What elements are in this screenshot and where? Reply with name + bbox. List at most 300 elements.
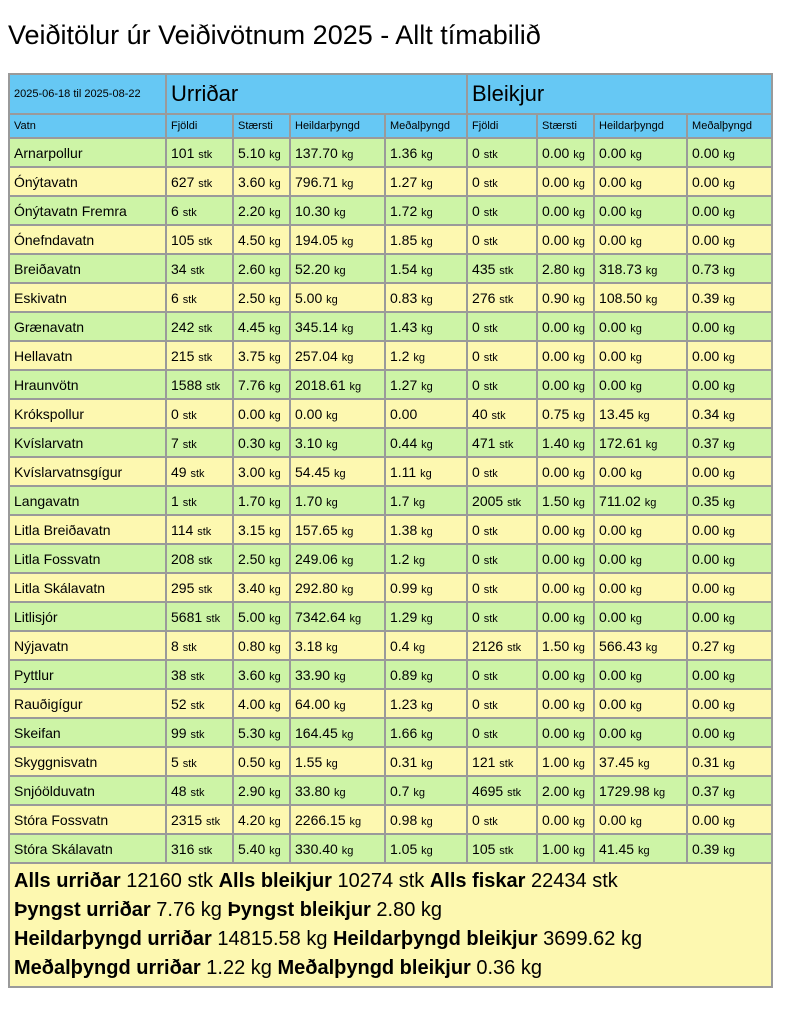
cell-value: 0 bbox=[472, 347, 480, 364]
cell-unit: kg bbox=[341, 235, 354, 248]
cell-value: 0.34 bbox=[692, 405, 720, 422]
heild-urridar-value: 14815.58 bbox=[217, 928, 301, 950]
cell-b-medal bbox=[687, 196, 772, 225]
cell-value: 1.72 bbox=[390, 202, 418, 219]
cell-unit: stk bbox=[190, 670, 205, 683]
cell-unit: kg bbox=[723, 235, 735, 248]
cell-value: 0.00 bbox=[692, 550, 720, 567]
cell-unit: kg bbox=[573, 728, 585, 741]
cell-value: 0.00 bbox=[542, 376, 570, 393]
cell-b-heild bbox=[594, 312, 687, 341]
cell-unit: kg bbox=[573, 815, 585, 828]
cell-value: 54.45 bbox=[295, 463, 331, 480]
cell-value: 0 bbox=[472, 811, 480, 828]
cell-unit: kg bbox=[723, 177, 735, 190]
cell-b-staersti bbox=[537, 370, 594, 399]
table-row bbox=[9, 544, 772, 573]
cell-value: Kvíslarvatn bbox=[14, 434, 84, 451]
table-row bbox=[9, 138, 772, 167]
table-row bbox=[9, 718, 772, 747]
cell-vatn bbox=[9, 167, 166, 196]
cell-value: 3.15 bbox=[238, 521, 266, 538]
cell-b-staersti bbox=[537, 196, 594, 225]
cell-b-medal bbox=[687, 312, 772, 341]
cell-value: 3.00 bbox=[238, 463, 266, 480]
cell-value: Kvíslarvatnsgígur bbox=[14, 463, 123, 480]
heild-bleikjur-value: 3699.62 bbox=[543, 928, 616, 950]
unit-kg: kg bbox=[306, 928, 328, 950]
col-b-fjoldi: Fjöldi bbox=[467, 114, 537, 138]
cell-unit: kg bbox=[269, 728, 281, 741]
cell-u-medal bbox=[385, 341, 467, 370]
cell-value: 0.00 bbox=[599, 579, 627, 596]
cell-u-medal bbox=[385, 457, 467, 486]
cell-value: Eskivatn bbox=[14, 289, 67, 306]
cell-unit: kg bbox=[723, 757, 735, 770]
cell-value: 0.00 bbox=[692, 202, 720, 219]
cell-value: 5.40 bbox=[238, 840, 266, 857]
cell-unit: stk bbox=[499, 757, 514, 770]
cell-b-fjoldi bbox=[467, 573, 537, 602]
cell-value: 38 bbox=[171, 666, 187, 683]
cell-b-heild bbox=[594, 834, 687, 863]
cell-unit: stk bbox=[483, 380, 498, 393]
alls-urridar-label: Alls urriðar bbox=[14, 870, 121, 892]
table-row bbox=[9, 428, 772, 457]
cell-b-heild bbox=[594, 515, 687, 544]
cell-unit: kg bbox=[269, 177, 281, 190]
unit-kg: kg bbox=[620, 928, 643, 950]
cell-u-heild bbox=[290, 660, 385, 689]
cell-unit: kg bbox=[269, 235, 281, 248]
cell-unit: stk bbox=[483, 554, 498, 567]
cell-b-fjoldi bbox=[467, 225, 537, 254]
cell-u-staersti bbox=[233, 370, 290, 399]
cell-unit: kg bbox=[269, 525, 281, 538]
cell-unit: kg bbox=[326, 438, 338, 451]
cell-unit: kg bbox=[349, 612, 362, 625]
cell-value: 1.54 bbox=[390, 260, 418, 277]
cell-b-staersti bbox=[537, 167, 594, 196]
cell-unit: kg bbox=[341, 322, 354, 335]
cell-unit: kg bbox=[573, 351, 585, 364]
cell-value: 249.06 bbox=[295, 550, 338, 567]
cell-vatn bbox=[9, 747, 166, 776]
cell-unit: kg bbox=[421, 264, 433, 277]
group-bleikjur: Bleikjur bbox=[467, 74, 772, 114]
cell-unit: kg bbox=[723, 554, 735, 567]
cell-unit: kg bbox=[723, 670, 735, 683]
summary-line-average-weight bbox=[14, 954, 771, 983]
cell-value: 5.00 bbox=[238, 608, 266, 625]
cell-unit: kg bbox=[421, 235, 433, 248]
table-row bbox=[9, 660, 772, 689]
cell-b-heild bbox=[594, 776, 687, 805]
cell-u-fjoldi bbox=[166, 631, 233, 660]
cell-value: 0 bbox=[472, 724, 480, 741]
cell-unit: kg bbox=[421, 293, 433, 306]
cell-value: 0 bbox=[472, 666, 480, 683]
cell-unit: stk bbox=[483, 322, 498, 335]
cell-value: 0.31 bbox=[390, 753, 418, 770]
cell-b-staersti bbox=[537, 689, 594, 718]
cell-b-staersti bbox=[537, 428, 594, 457]
cell-value: 796.71 bbox=[295, 173, 338, 190]
cell-b-heild bbox=[594, 718, 687, 747]
cell-value: 0.39 bbox=[692, 840, 720, 857]
cell-u-heild bbox=[290, 689, 385, 718]
cell-u-heild bbox=[290, 312, 385, 341]
cell-unit: kg bbox=[630, 235, 642, 248]
cell-unit: stk bbox=[198, 844, 213, 857]
cell-u-heild bbox=[290, 196, 385, 225]
cell-unit: kg bbox=[573, 844, 585, 857]
cell-value: 0.7 bbox=[390, 782, 410, 799]
cell-unit: kg bbox=[269, 351, 281, 364]
cell-unit: kg bbox=[637, 409, 650, 422]
cell-u-fjoldi bbox=[166, 457, 233, 486]
cell-u-fjoldi bbox=[166, 573, 233, 602]
cell-b-fjoldi bbox=[467, 283, 537, 312]
medal-bleikjur-label: Meðalþyngd bleikjur bbox=[277, 957, 471, 979]
cell-unit: kg bbox=[269, 467, 281, 480]
cell-u-medal bbox=[385, 399, 467, 428]
cell-value: 1.2 bbox=[390, 347, 410, 364]
cell-value: 0.35 bbox=[692, 492, 720, 509]
cell-unit: stk bbox=[182, 496, 197, 509]
cell-unit: stk bbox=[483, 351, 498, 364]
cell-value: 3.60 bbox=[238, 173, 266, 190]
cell-u-fjoldi bbox=[166, 805, 233, 834]
cell-unit: stk bbox=[182, 293, 197, 306]
cell-unit: kg bbox=[413, 786, 425, 799]
cell-u-staersti bbox=[233, 428, 290, 457]
cell-unit: kg bbox=[326, 293, 338, 306]
cell-vatn bbox=[9, 544, 166, 573]
col-u-medalthyngd: Meðalþyngd bbox=[385, 114, 467, 138]
cell-unit: kg bbox=[413, 496, 425, 509]
cell-value: 2.20 bbox=[238, 202, 266, 219]
cell-unit: kg bbox=[573, 641, 585, 654]
cell-b-staersti bbox=[537, 660, 594, 689]
cell-value: 0.00 bbox=[599, 347, 627, 364]
cell-b-fjoldi bbox=[467, 254, 537, 283]
cell-value: 1.7 bbox=[390, 492, 410, 509]
cell-value: 0.00 bbox=[295, 405, 323, 422]
cell-unit: kg bbox=[269, 322, 281, 335]
cell-u-medal bbox=[385, 834, 467, 863]
cell-u-medal bbox=[385, 718, 467, 747]
cell-value: 6 bbox=[171, 289, 179, 306]
cell-value: 0.31 bbox=[692, 753, 720, 770]
cell-unit: kg bbox=[573, 496, 585, 509]
cell-value: 0.00 bbox=[692, 666, 720, 683]
cell-vatn bbox=[9, 138, 166, 167]
cell-u-medal bbox=[385, 631, 467, 660]
cell-b-heild bbox=[594, 283, 687, 312]
cell-value: 257.04 bbox=[295, 347, 338, 364]
cell-value: Litla Skálavatn bbox=[14, 579, 106, 596]
cell-u-fjoldi bbox=[166, 341, 233, 370]
cell-value: 1.11 bbox=[390, 463, 417, 480]
cell-unit: kg bbox=[421, 670, 433, 683]
cell-vatn bbox=[9, 602, 166, 631]
cell-unit: stk bbox=[182, 438, 197, 451]
cell-value: 0.75 bbox=[542, 405, 570, 422]
cell-value: 1.00 bbox=[542, 840, 570, 857]
cell-u-fjoldi bbox=[166, 196, 233, 225]
cell-value: 4.20 bbox=[238, 811, 266, 828]
cell-value: 627 bbox=[171, 173, 195, 190]
cell-value: 0.00 bbox=[692, 318, 720, 335]
cell-unit: kg bbox=[723, 496, 735, 509]
cell-unit: kg bbox=[333, 206, 346, 219]
table-row bbox=[9, 515, 772, 544]
cell-value: 0.00 bbox=[692, 376, 720, 393]
cell-unit: stk bbox=[483, 699, 498, 712]
cell-unit: kg bbox=[573, 583, 585, 596]
cell-value: 37.45 bbox=[599, 753, 635, 770]
cell-value: 48 bbox=[171, 782, 187, 799]
cell-b-medal bbox=[687, 515, 772, 544]
cell-u-fjoldi bbox=[166, 225, 233, 254]
cell-b-staersti bbox=[537, 602, 594, 631]
cell-value: 2126 bbox=[472, 637, 504, 654]
cell-unit: stk bbox=[182, 409, 197, 422]
cell-unit: kg bbox=[630, 815, 642, 828]
cell-value: 2018.61 bbox=[295, 376, 346, 393]
cell-unit: stk bbox=[198, 177, 213, 190]
unit-kg: kg bbox=[200, 899, 222, 921]
cell-u-staersti bbox=[233, 544, 290, 573]
cell-unit: kg bbox=[269, 264, 281, 277]
cell-u-medal bbox=[385, 515, 467, 544]
cell-u-fjoldi bbox=[166, 834, 233, 863]
cell-value: 7.76 bbox=[238, 376, 266, 393]
cell-unit: stk bbox=[483, 148, 498, 161]
cell-unit: kg bbox=[723, 583, 735, 596]
col-vatn: Vatn bbox=[9, 114, 166, 138]
cell-value: 276 bbox=[472, 289, 496, 306]
cell-value: 2266.15 bbox=[295, 811, 346, 828]
cell-u-staersti bbox=[233, 689, 290, 718]
cell-b-medal bbox=[687, 254, 772, 283]
cell-u-medal bbox=[385, 428, 467, 457]
date-range: 2025-06-18 til 2025-08-22 bbox=[9, 74, 166, 114]
cell-u-heild bbox=[290, 776, 385, 805]
cell-value: 1.50 bbox=[542, 492, 570, 509]
cell-value: 0.73 bbox=[692, 260, 720, 277]
cell-value: Langavatn bbox=[14, 492, 80, 509]
cell-unit: kg bbox=[573, 757, 585, 770]
cell-u-fjoldi bbox=[166, 312, 233, 341]
cell-u-heild bbox=[290, 370, 385, 399]
cell-value: 1.29 bbox=[390, 608, 418, 625]
cell-b-heild bbox=[594, 573, 687, 602]
cell-unit: kg bbox=[573, 206, 585, 219]
cell-value: 0.30 bbox=[238, 434, 266, 451]
cell-unit: kg bbox=[269, 554, 281, 567]
cell-unit: kg bbox=[421, 583, 433, 596]
table-row bbox=[9, 196, 772, 225]
cell-unit: kg bbox=[333, 264, 346, 277]
cell-value: 208 bbox=[171, 550, 195, 567]
cell-u-fjoldi bbox=[166, 718, 233, 747]
cell-unit: kg bbox=[645, 293, 658, 306]
cell-value: 0.4 bbox=[390, 637, 410, 654]
group-header-row bbox=[9, 74, 772, 114]
cell-vatn bbox=[9, 457, 166, 486]
cell-unit: kg bbox=[637, 757, 650, 770]
cell-unit: stk bbox=[206, 380, 221, 393]
cell-b-staersti bbox=[537, 254, 594, 283]
cell-unit: stk bbox=[198, 583, 213, 596]
cell-unit: kg bbox=[630, 728, 642, 741]
cell-value: 40 bbox=[472, 405, 488, 422]
cell-unit: stk bbox=[483, 815, 498, 828]
cell-u-medal bbox=[385, 312, 467, 341]
cell-value: 3.18 bbox=[295, 637, 323, 654]
cell-value: 0.83 bbox=[390, 289, 418, 306]
cell-u-fjoldi bbox=[166, 689, 233, 718]
cell-b-medal bbox=[687, 544, 772, 573]
cell-unit: stk bbox=[190, 699, 205, 712]
cell-value: 3.75 bbox=[238, 347, 266, 364]
cell-b-fjoldi bbox=[467, 399, 537, 428]
cell-unit: kg bbox=[421, 438, 433, 451]
heild-urridar-label: Heildarþyngd urriðar bbox=[14, 928, 212, 950]
cell-value: 0.00 bbox=[692, 231, 720, 248]
cell-vatn bbox=[9, 399, 166, 428]
cell-b-medal bbox=[687, 776, 772, 805]
cell-unit: kg bbox=[573, 467, 585, 480]
cell-unit: kg bbox=[326, 757, 338, 770]
cell-b-heild bbox=[594, 602, 687, 631]
cell-value: 0.00 bbox=[542, 521, 570, 538]
cell-unit: kg bbox=[421, 206, 433, 219]
cell-u-heild bbox=[290, 341, 385, 370]
cell-value: 1588 bbox=[171, 376, 203, 393]
cell-unit: stk bbox=[499, 438, 514, 451]
cell-unit: kg bbox=[723, 525, 735, 538]
cell-b-medal bbox=[687, 805, 772, 834]
cell-value: 1.85 bbox=[390, 231, 418, 248]
cell-b-staersti bbox=[537, 573, 594, 602]
cell-value: 114 bbox=[171, 521, 194, 538]
cell-u-fjoldi bbox=[166, 399, 233, 428]
cell-b-staersti bbox=[537, 341, 594, 370]
cell-unit: kg bbox=[630, 699, 642, 712]
cell-unit: kg bbox=[573, 235, 585, 248]
cell-value: 0.00 bbox=[599, 231, 627, 248]
cell-value: 0.00 bbox=[692, 579, 720, 596]
cell-value: 0.00 bbox=[692, 724, 720, 741]
cell-value: 0.00 bbox=[542, 144, 570, 161]
table-row bbox=[9, 747, 772, 776]
cell-value: 121 bbox=[472, 753, 496, 770]
cell-unit: kg bbox=[723, 322, 735, 335]
cell-unit: kg bbox=[269, 496, 281, 509]
cell-value: 2.80 bbox=[542, 260, 570, 277]
alls-fiskar-label: Alls fiskar bbox=[429, 870, 526, 892]
cell-u-medal bbox=[385, 370, 467, 399]
cell-u-staersti bbox=[233, 196, 290, 225]
alls-urridar-value: 12160 bbox=[126, 870, 182, 892]
table-row bbox=[9, 457, 772, 486]
cell-value: 0 bbox=[472, 550, 480, 567]
cell-u-fjoldi bbox=[166, 254, 233, 283]
thyngst-urridar-value: 7.76 bbox=[156, 899, 196, 921]
cell-b-fjoldi bbox=[467, 341, 537, 370]
cell-unit: kg bbox=[341, 525, 354, 538]
cell-unit: kg bbox=[421, 322, 433, 335]
cell-unit: kg bbox=[421, 148, 433, 161]
cell-value: 164.45 bbox=[295, 724, 338, 741]
cell-u-heild bbox=[290, 138, 385, 167]
cell-value: 0 bbox=[472, 318, 480, 335]
cell-value: 137.70 bbox=[295, 144, 338, 161]
cell-u-heild bbox=[290, 254, 385, 283]
cell-unit: kg bbox=[573, 612, 585, 625]
cell-u-medal bbox=[385, 747, 467, 776]
cell-value: 52 bbox=[171, 695, 187, 712]
unit-stk: stk bbox=[398, 870, 425, 892]
cell-value: 0.27 bbox=[692, 637, 720, 654]
cell-unit: kg bbox=[723, 728, 735, 741]
cell-unit: kg bbox=[349, 380, 362, 393]
cell-unit: kg bbox=[333, 670, 346, 683]
cell-vatn bbox=[9, 718, 166, 747]
thyngst-urridar-label: Þyngst urriðar bbox=[14, 899, 151, 921]
cell-u-heild bbox=[290, 747, 385, 776]
cell-b-staersti bbox=[537, 747, 594, 776]
cell-u-fjoldi bbox=[166, 776, 233, 805]
cell-value: 7 bbox=[171, 434, 179, 451]
cell-b-heild bbox=[594, 167, 687, 196]
cell-unit: kg bbox=[413, 351, 425, 364]
cell-value: 1.05 bbox=[390, 840, 418, 857]
cell-value: 0.00 bbox=[542, 695, 570, 712]
cell-unit: kg bbox=[269, 815, 281, 828]
cell-unit: stk bbox=[198, 235, 213, 248]
cell-value: 3.60 bbox=[238, 666, 266, 683]
cell-unit: stk bbox=[483, 583, 498, 596]
medal-bleikjur-value: 0.36 bbox=[476, 957, 516, 979]
cell-value: 1.23 bbox=[390, 695, 418, 712]
cell-unit: kg bbox=[326, 641, 338, 654]
cell-u-heild bbox=[290, 602, 385, 631]
cell-u-staersti bbox=[233, 254, 290, 283]
cell-unit: kg bbox=[723, 438, 735, 451]
cell-unit: kg bbox=[723, 293, 735, 306]
cell-u-medal bbox=[385, 283, 467, 312]
cell-unit: kg bbox=[630, 612, 642, 625]
cell-unit: kg bbox=[269, 380, 281, 393]
cell-unit: kg bbox=[421, 815, 433, 828]
cell-b-fjoldi bbox=[467, 428, 537, 457]
cell-value: 1.27 bbox=[390, 376, 418, 393]
cell-b-heild bbox=[594, 486, 687, 515]
cell-unit: kg bbox=[269, 844, 281, 857]
cell-value: 292.80 bbox=[295, 579, 338, 596]
cell-value: Krókspollur bbox=[14, 405, 85, 422]
cell-unit: stk bbox=[198, 351, 213, 364]
cell-unit: stk bbox=[190, 467, 205, 480]
cell-unit: kg bbox=[630, 148, 642, 161]
cell-unit: kg bbox=[269, 699, 281, 712]
cell-b-heild bbox=[594, 631, 687, 660]
cell-unit: kg bbox=[341, 554, 354, 567]
